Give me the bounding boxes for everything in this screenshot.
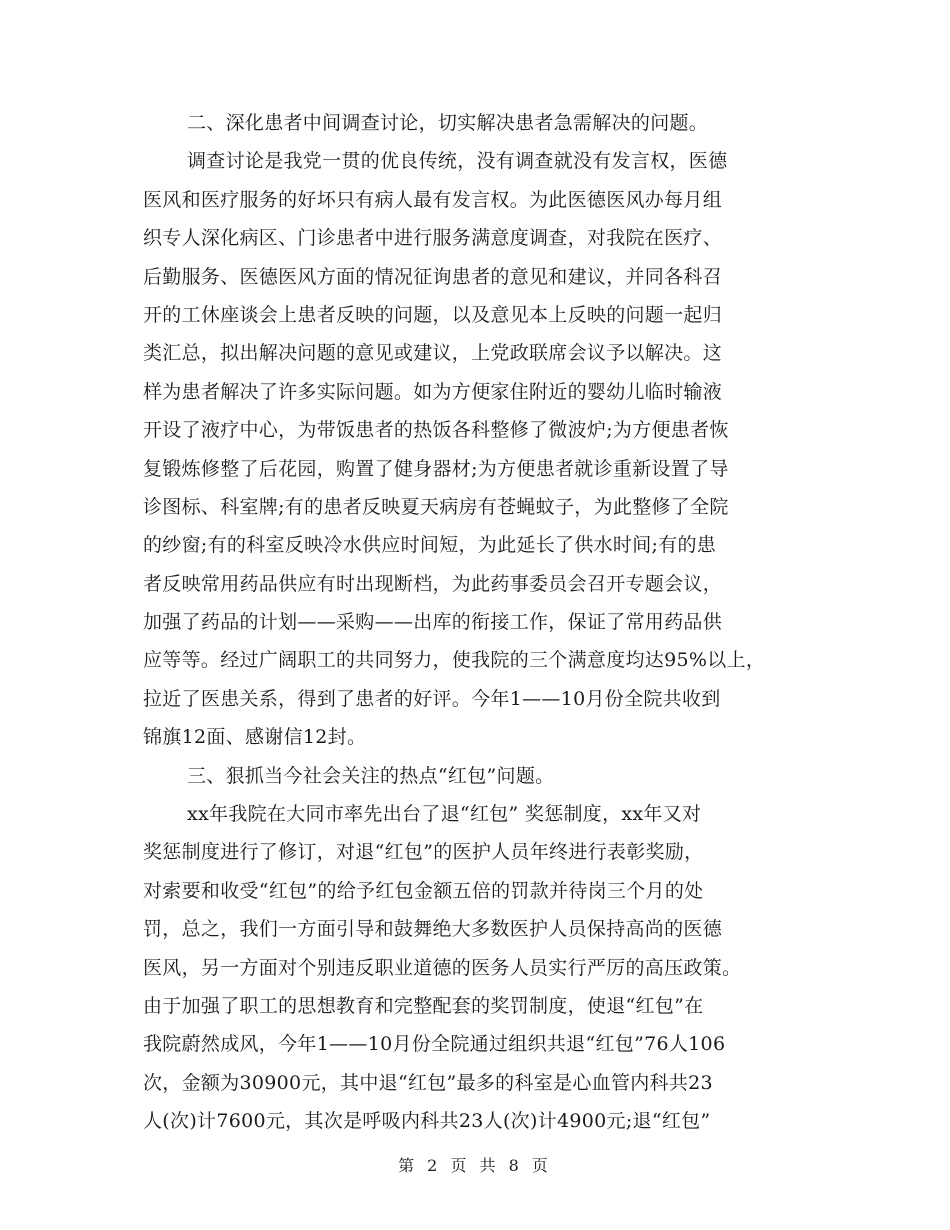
document-line: 锦旗12面、感谢信12封。: [143, 726, 367, 749]
document-line: 者反映常用药品供应有时出现断档，为此药事委员会召开专题会议，: [143, 572, 723, 595]
document-line: 次，金额为30900元，其中退“红包”最多的科室是心血管内科共23: [143, 1071, 713, 1094]
document-line: 应等等。经过广阔职工的共同努力，使我院的三个满意度均达95%以上，: [143, 649, 766, 672]
document-line: 加强了药品的计划——采购——出库的衔接工作，保证了常用药品供: [143, 611, 723, 634]
document-line: 调查讨论是我党一贯的优良传统，没有调查就没有发言权，医德: [187, 150, 728, 173]
document-line: 人(次)计7600元，其次是呼吸内科共23人(次)计4900元;退“红包”: [143, 1110, 711, 1133]
document-line: 拉近了医患关系，得到了患者的好评。今年1——10月份全院共收到: [143, 687, 721, 710]
document-line: 对索要和收受“红包”的给予红包金额五倍的罚款并待岗三个月的处: [143, 879, 704, 902]
document-line: 的纱窗;有的科室反映冷水供应时间短，为此延长了供水时间;有的患: [143, 534, 717, 557]
document-line: 样为患者解决了许多实际问题。如为方便家住附近的婴幼儿临时输液: [143, 380, 723, 403]
document-line: 后勤服务、医德医风方面的情况征询患者的意见和建议，并同各科召: [143, 265, 723, 288]
document-line: 开设了液疗中心，为带饭患者的热饭各科整修了微波炉;为方便患者恢: [143, 419, 729, 442]
document-body: [143, 104, 823, 1141]
document-line: 二、深化患者中间调查讨论，切实解决患者急需解决的问题。: [187, 112, 709, 134]
document-line: xx年我院在大同市率先出台了退“红包” 奖惩制度，xx年又对: [187, 803, 702, 826]
document-line: 医风，另一方面对个别违反职业道德的医务人员实行严厉的高压政策。: [143, 956, 742, 979]
document-line: 织专人深化病区、门诊患者中进行服务满意度调查，对我院在医疗、: [143, 227, 723, 250]
document-line: 我院蔚然成风，今年1——10月份全院通过组织共退“红包”76人106: [143, 1033, 726, 1056]
document-line: 复锻炼修整了后花园，购置了健身器材;为方便患者就诊重新设置了导: [143, 457, 729, 480]
document-line: 奖惩制度进行了修订，对退“红包”的医护人员年终进行表彰奖励，: [143, 841, 704, 864]
document-line: 由于加强了职工的思想教育和完整配套的奖罚制度，使退“红包”在: [143, 994, 704, 1017]
document-line: 三、狠抓当今社会关注的热点“红包”问题。: [187, 764, 555, 787]
document-line: 类汇总，拟出解决问题的意见或建议，上党政联席会议予以解决。这: [143, 342, 723, 365]
document-line: 开的工休座谈会上患者反映的问题，以及意见本上反映的问题一起归: [143, 303, 723, 326]
document-line: 医风和医疗服务的好坏只有病人最有发言权。为此医德医风办每月组: [143, 188, 723, 211]
document-line: 罚，总之，我们一方面引导和鼓舞绝大多数医护人员保持高尚的医德: [143, 918, 723, 941]
page-number-footer: 第 2 页 共 8 页: [398, 1156, 552, 1175]
document-line: 诊图标、科室牌;有的患者反映夏天病房有苍蝇蚊子，为此整修了全院: [143, 495, 729, 518]
